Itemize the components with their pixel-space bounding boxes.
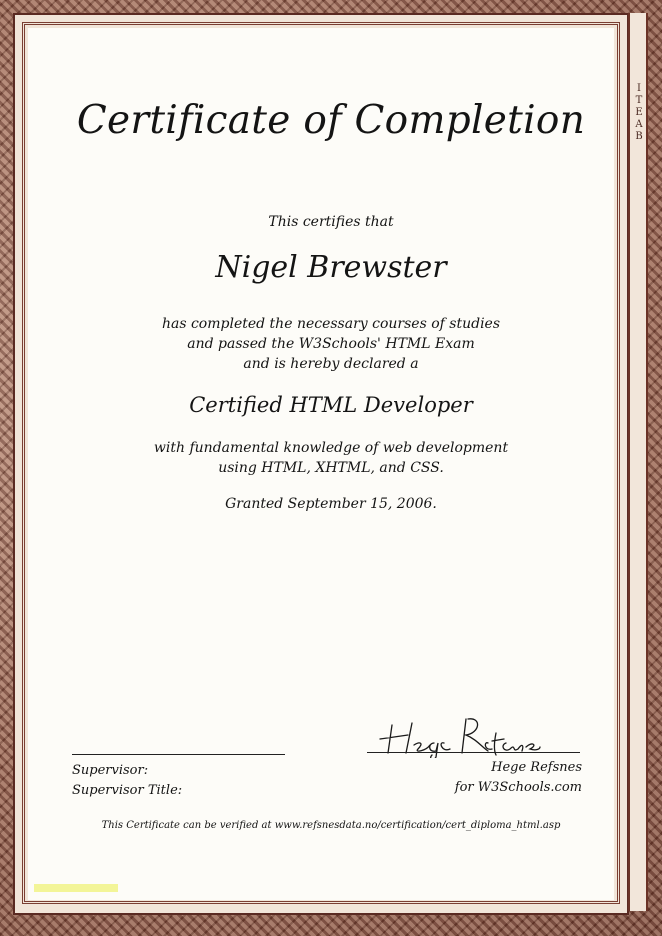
completion-line-3: and is hereby declared a: [243, 356, 419, 372]
supervisor-signature-line: [72, 754, 285, 755]
knowledge-line-1: with fundamental knowledge of web development: [153, 440, 509, 456]
granted-date: Granted September 15, 2006.: [225, 496, 437, 512]
supervisor-title-label: Supervisor Title:: [72, 783, 183, 798]
corner-watermark: [34, 884, 118, 892]
map-edge-lettering: I T E A B: [635, 83, 643, 142]
signatory-signature-line: [367, 752, 580, 753]
certifies-text: This certifies that: [268, 214, 394, 230]
verification-note: This Certificate can be verified at www.refsnesdata.no/certification/cert_diploma_html.asp: [101, 820, 561, 831]
signatory-organization: for W3Schools.com: [454, 780, 582, 795]
knowledge-line-2: using HTML, XHTML, and CSS.: [218, 460, 444, 476]
signatory-name: Hege Refsnes: [491, 760, 582, 775]
recipient-name: Nigel Brewster: [215, 250, 447, 285]
supervisor-label: Supervisor:: [72, 763, 149, 778]
certificate-title: Certificate of Completion: [76, 98, 586, 143]
credential-title: Certified HTML Developer: [189, 393, 473, 417]
completion-line-2: and passed the W3Schools' HTML Exam: [187, 336, 475, 352]
completion-line-1: has completed the necessary courses of studies: [161, 316, 501, 332]
knowledge-statement: [0, 438, 662, 478]
completion-statement: [0, 314, 662, 374]
